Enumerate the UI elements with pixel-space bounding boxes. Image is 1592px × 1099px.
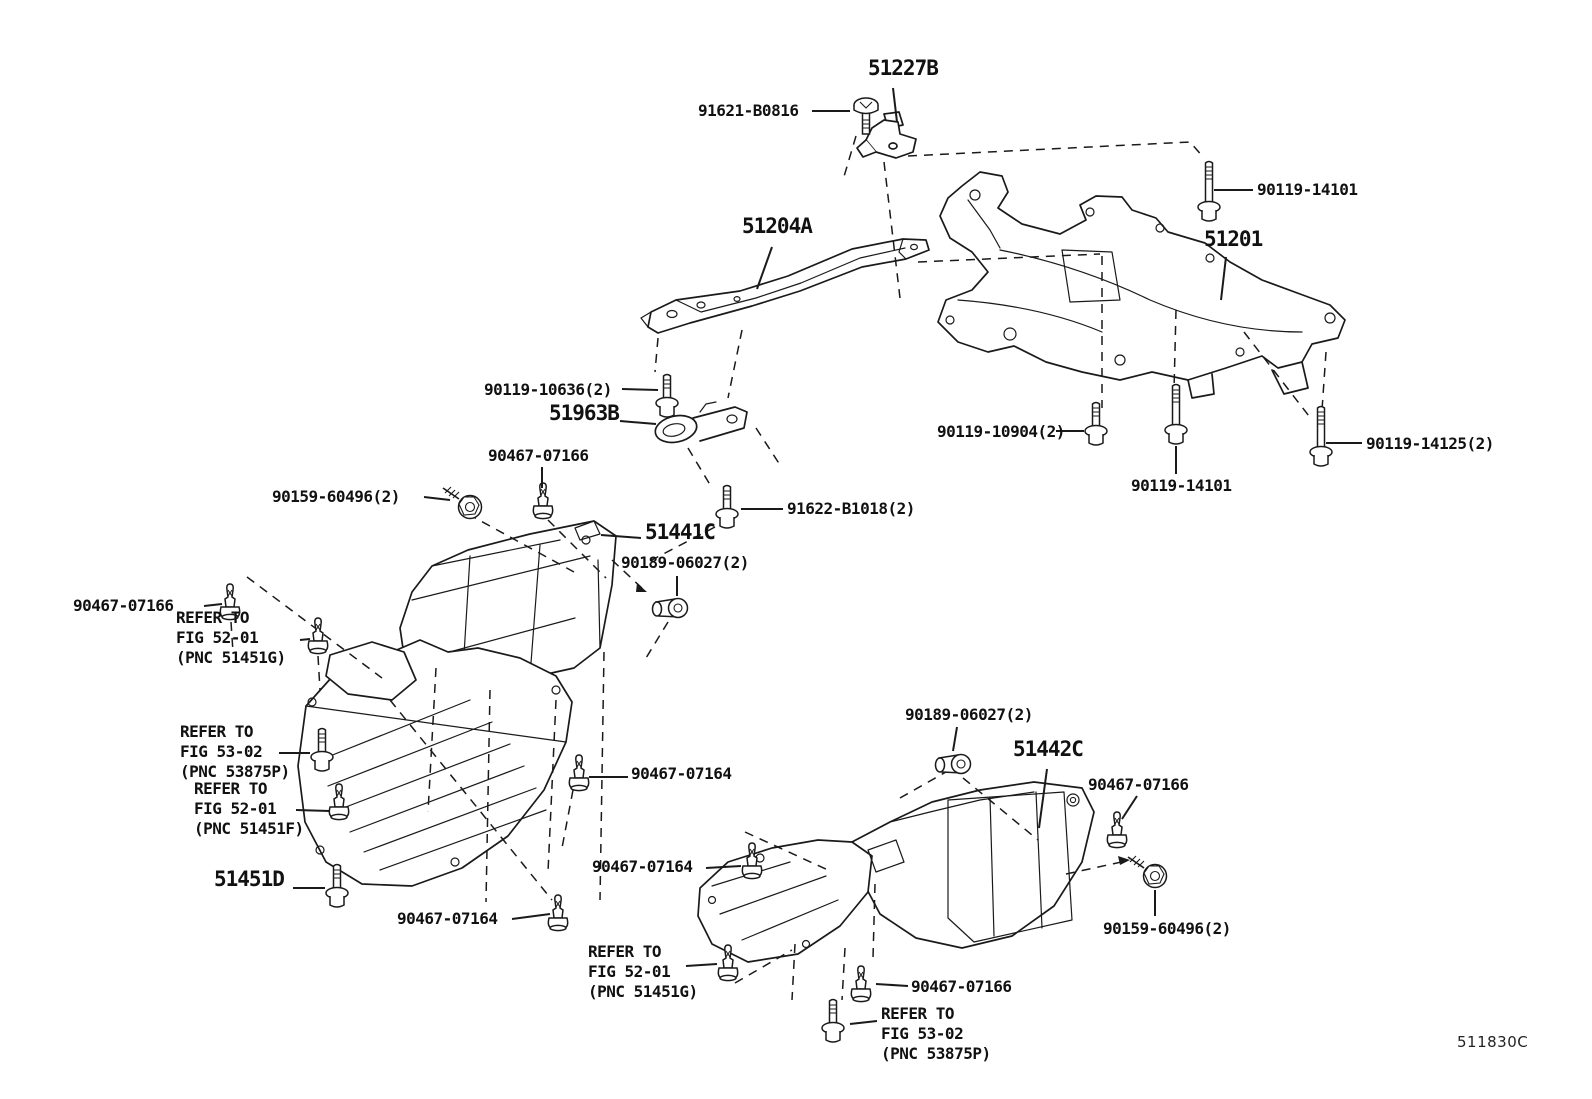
part-label-90119-14101-top[interactable]: 90119-14101 [1257, 180, 1358, 199]
bolt-icon-90119-14101-b [1165, 385, 1187, 445]
part-label-51227B[interactable]: 51227B [868, 56, 938, 80]
part-label-51963B[interactable]: 51963B [549, 401, 619, 425]
clip-icon-90467-07164-c [548, 895, 567, 931]
part-label-91621-B0816[interactable]: 91621-B0816 [698, 101, 799, 120]
clip-icon-90467-07166-a [533, 483, 552, 519]
screw-icon-90159-60496-b [1128, 856, 1167, 888]
part-label-90119-14125[interactable]: 90119-14125(2) [1366, 434, 1494, 453]
part-label-90467-07166-b[interactable]: 90467-07166 [73, 596, 174, 615]
refer-note-fig52-01-51451G: REFER TO FIG 52-01 (PNC 51451G) [176, 608, 286, 667]
part-label-90159-60496-a[interactable]: 90159-60496(2) [272, 487, 400, 506]
part-label-90467-07166-a[interactable]: 90467-07166 [488, 446, 589, 465]
part-label-90119-10636[interactable]: 90119-10636(2) [484, 380, 612, 399]
screw-icon-90159-60496-a [443, 487, 482, 519]
refer-note-fig53-02-53875P: REFER TO FIG 53-02 (PNC 53875P) [180, 722, 290, 781]
front-crossmember-drawing [641, 239, 929, 333]
screw-icon-53875P-b [822, 1000, 844, 1043]
refer-note-fig53-02-53875P-2: REFER TO FIG 53-02 (PNC 53875P) [881, 1004, 991, 1063]
part-label-51441C[interactable]: 51441C [645, 520, 715, 544]
nut-icon-90189-06027-a [653, 599, 688, 618]
part-label-90467-07164-c[interactable]: 90467-07164 [397, 909, 498, 928]
part-label-90159-60496-b[interactable]: 90159-60496(2) [1103, 919, 1231, 938]
engine-under-cover-lh-drawing [298, 521, 616, 886]
part-label-90467-07166-c[interactable]: 90467-07166 [1088, 775, 1189, 794]
part-label-90467-07164-b[interactable]: 90467-07164 [592, 857, 693, 876]
part-label-90189-06027-a[interactable]: 90189-06027(2) [621, 553, 749, 572]
clip-icon-90467-07164-a [569, 755, 588, 791]
diagram-code: 511830C [1457, 1033, 1529, 1051]
bolt-icon-90119-14101-top [1198, 162, 1220, 222]
part-label-90119-14101-b[interactable]: 90119-14101 [1131, 476, 1232, 495]
clip-icon-90467-07166-d [851, 966, 870, 1002]
part-label-90467-07164-a[interactable]: 90467-07164 [631, 764, 732, 783]
part-label-91622-B1018[interactable]: 91622-B1018(2) [787, 499, 915, 518]
part-label-51204A[interactable]: 51204A [742, 214, 812, 238]
bolt-icon-90119-14125 [1310, 407, 1332, 467]
bolt-icon-90119-10636 [656, 375, 678, 418]
part-label-51451D[interactable]: 51451D [214, 867, 284, 891]
bolt-icon-91622-B1018 [716, 486, 738, 529]
refer-note-fig52-01-51451G-2: REFER TO FIG 52-01 (PNC 51451G) [588, 942, 698, 1001]
part-label-90119-10904[interactable]: 90119-10904(2) [937, 422, 1065, 441]
part-label-51442C[interactable]: 51442C [1013, 737, 1083, 761]
part-label-90467-07166-d[interactable]: 90467-07166 [911, 977, 1012, 996]
refer-note-fig52-01-51451F: REFER TO FIG 52-01 (PNC 51451F) [194, 779, 304, 838]
part-label-90189-06027-b[interactable]: 90189-06027(2) [905, 705, 1033, 724]
front-suspension-member-drawing [938, 172, 1345, 398]
nut-icon-90189-06027-b [936, 755, 971, 774]
bolt-icon-90119-10904 [1085, 403, 1107, 446]
part-label-51201[interactable]: 51201 [1204, 227, 1263, 251]
